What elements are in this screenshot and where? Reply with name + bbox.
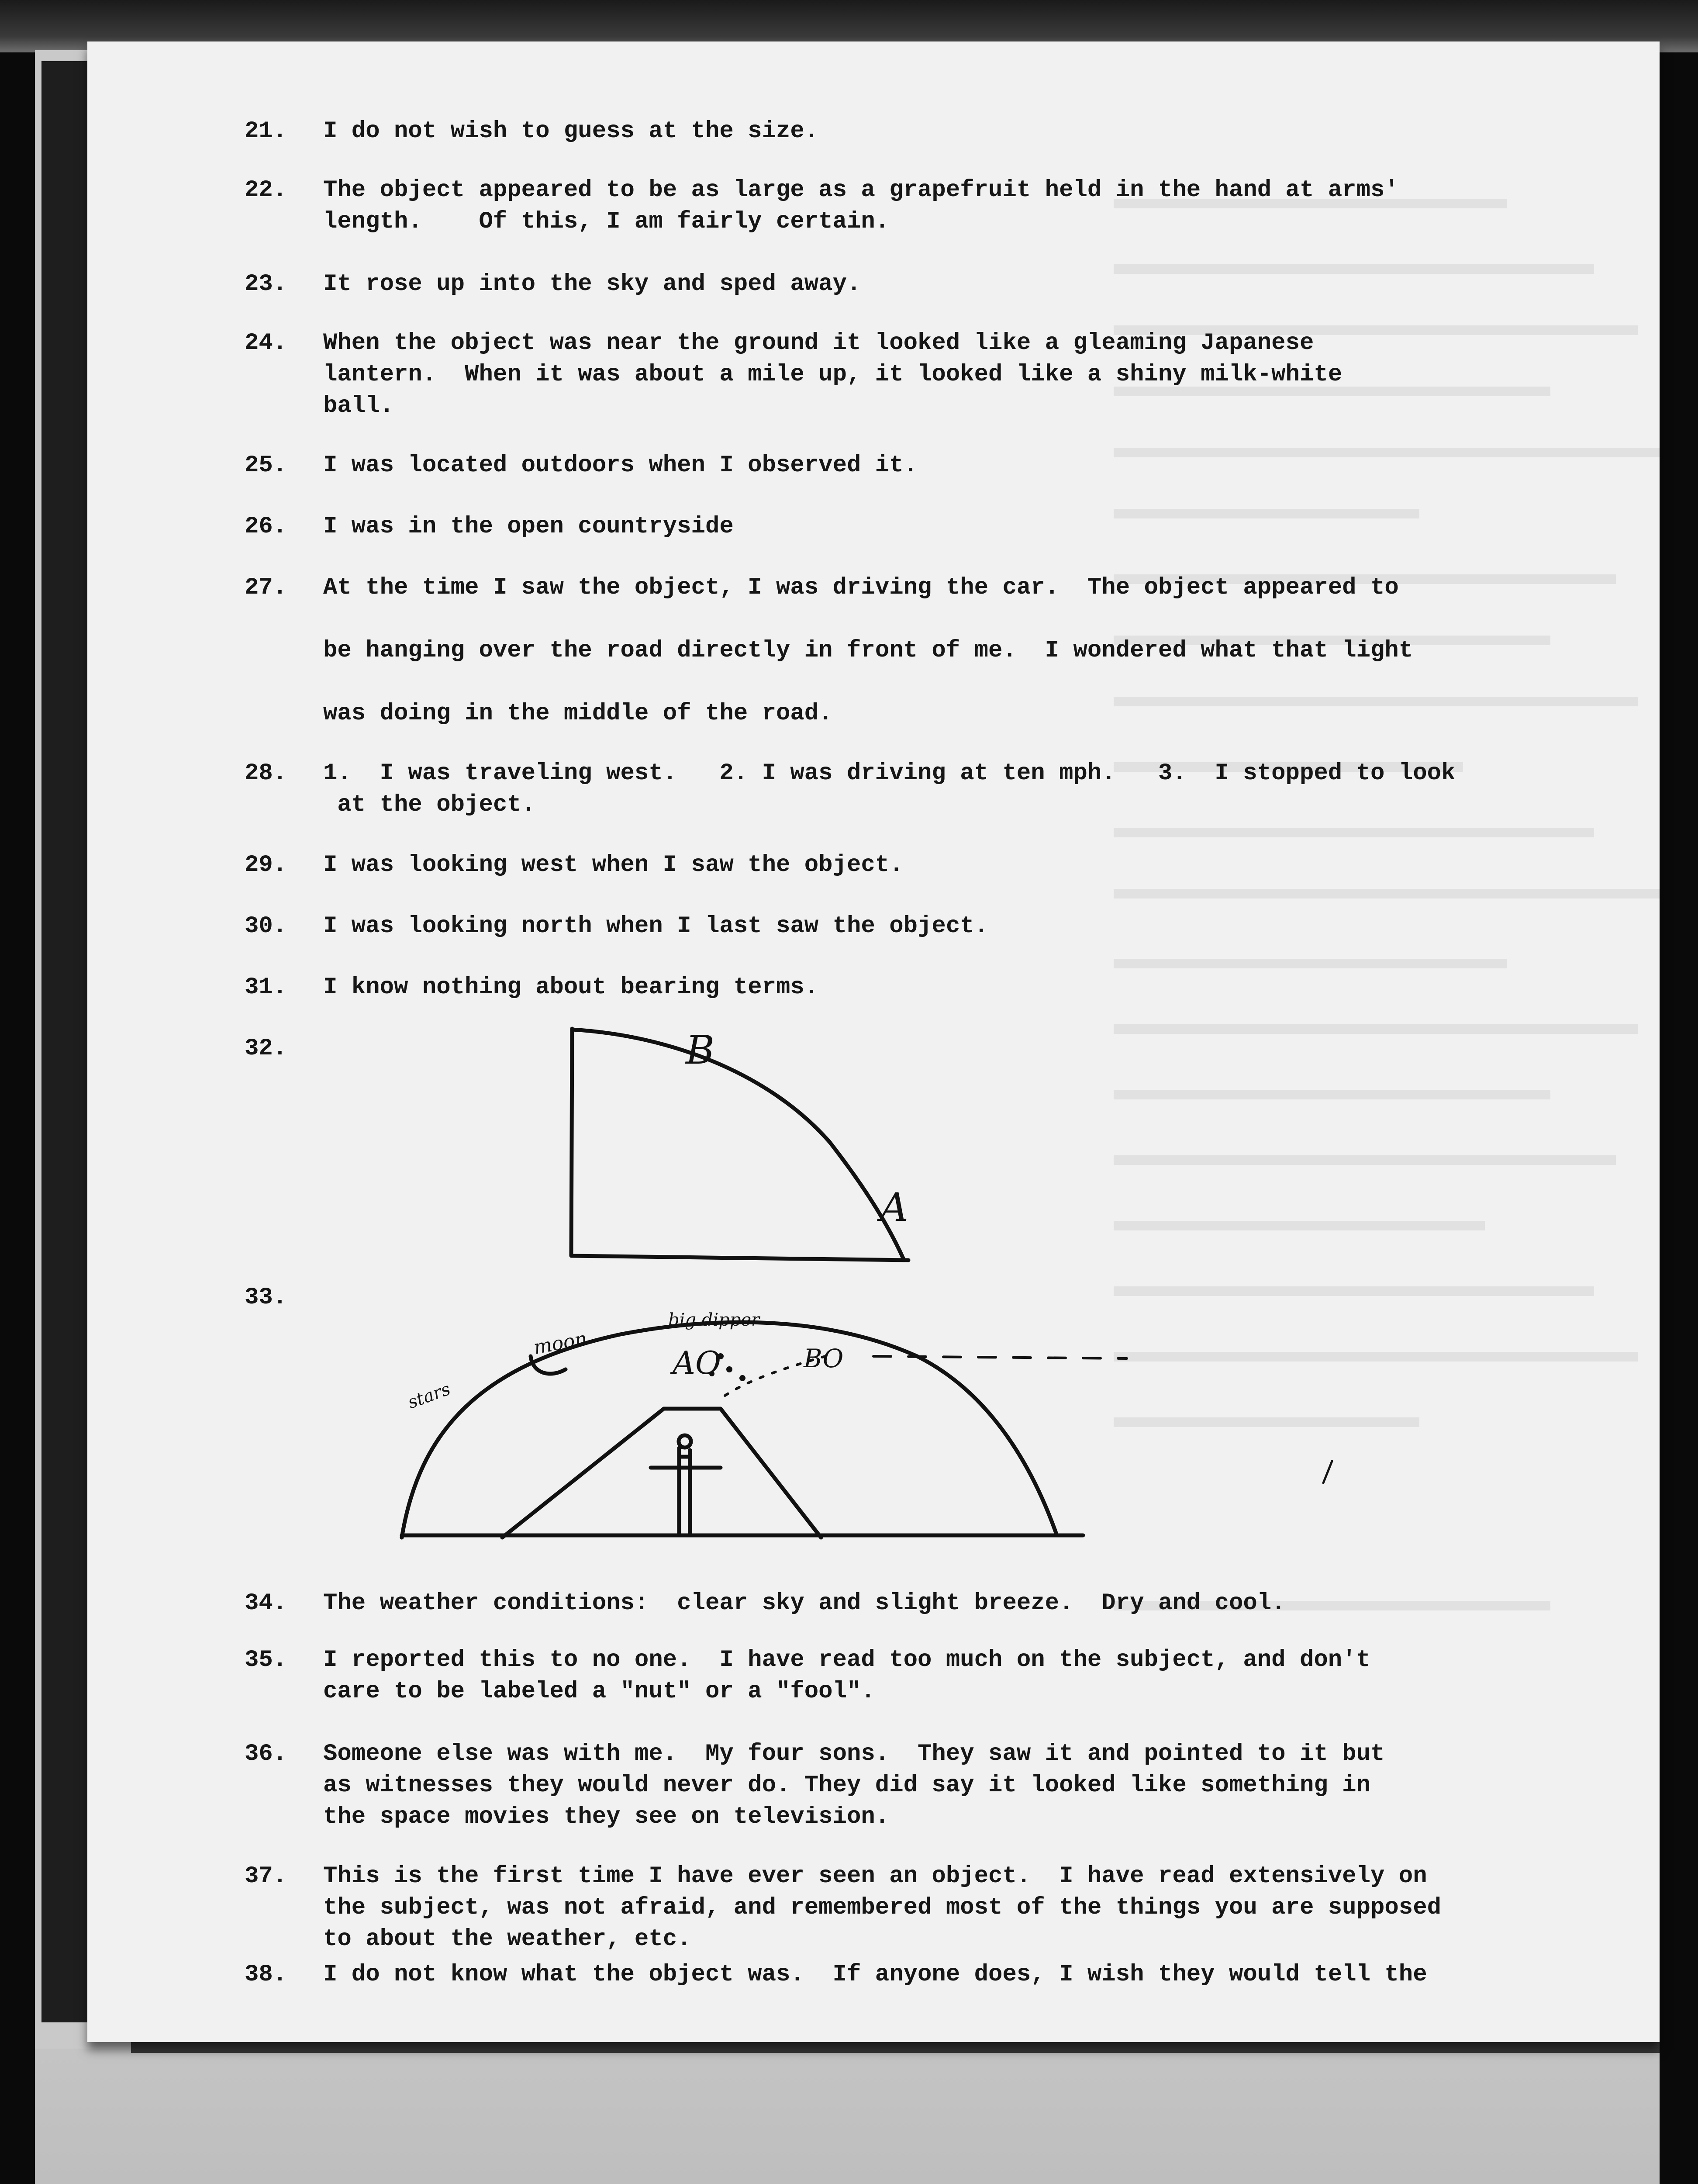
item-text: I know nothing about bearing terms. <box>323 974 819 1001</box>
label-moon: moon <box>532 1327 589 1359</box>
label-object-b: BO <box>804 1344 844 1373</box>
document-page <box>87 41 1660 2042</box>
item-number: 28. <box>245 760 287 787</box>
sketch-32-label-b: B <box>686 1027 715 1073</box>
item-text: I was looking north when I last saw the object. <box>323 913 989 940</box>
item-number: 21. <box>245 118 287 145</box>
list-item <box>245 1959 1664 2085</box>
item-number: 24. <box>245 330 287 356</box>
list-item <box>245 1738 1664 1864</box>
item-number: 38. <box>245 1961 287 1988</box>
label-stars: stars <box>405 1379 453 1413</box>
item-text: The weather conditions: clear sky and slight breeze. Dry and cool. <box>323 1590 1286 1617</box>
item-text: 1. I was traveling west. 2. I was driving at ten mph. 3. I stopped to look at the object. <box>323 760 1456 818</box>
sketch-32-label-a: A <box>880 1185 908 1230</box>
sketch-32-axes <box>571 1029 908 1260</box>
item-text: When the object was near the ground it looked like a gleaming Japanese lantern. When it was about a mile up, it looked like a shiny milk-white ball. <box>323 330 1343 419</box>
road-trapezoid <box>502 1409 821 1538</box>
person-figure <box>651 1448 721 1535</box>
item-number: 33. <box>245 1284 287 1311</box>
sky-dome <box>402 1322 1057 1538</box>
moon-shape <box>531 1356 566 1374</box>
left-shadow-bar <box>41 61 94 2022</box>
sketch-32-arc <box>572 1030 904 1260</box>
item-number: 36. <box>245 1741 287 1767</box>
person-head <box>679 1435 691 1448</box>
item-number: 25. <box>245 452 287 479</box>
label-big-dipper: big dipper <box>668 1310 760 1330</box>
item-text: I do not know what the object was. If anyone does, I wish they would tell the <box>323 1961 1427 1988</box>
item-text: It rose up into the sky and sped away. <box>323 271 861 297</box>
item-number: 30. <box>245 913 287 940</box>
item-text: Someone else was with me. My four sons. They saw it and pointed to it but as witnesses they would never do. They did say it looked like something in the space movies they see on television. <box>323 1741 1385 1830</box>
item-number: 26. <box>245 513 287 540</box>
item-text: I was in the open countryside <box>323 513 734 540</box>
label-object-a: AO <box>673 1344 721 1381</box>
item-text: The object appeared to be as large as a grapefruit held in the hand at arms' length. Of this, I am fairly certain. <box>323 177 1399 235</box>
item-text: I do not wish to guess at the size. <box>323 118 819 145</box>
item-text: I was looking west when I saw the object. <box>323 852 904 878</box>
item-number: 22. <box>245 177 287 204</box>
sketch-32-trajectory <box>571 1029 908 1260</box>
item-number: 34. <box>245 1590 287 1617</box>
item-number: 29. <box>245 852 287 878</box>
item-number: 23. <box>245 271 287 297</box>
item-number: 32. <box>245 1035 287 1062</box>
item-number: 35. <box>245 1647 287 1673</box>
item-number: 31. <box>245 974 287 1001</box>
stray-pen-mark <box>1323 1461 1332 1483</box>
item-number: 37. <box>245 1863 287 1890</box>
object-departure-dash <box>873 1356 1127 1358</box>
item-text: I was located outdoors when I observed it. <box>323 452 918 479</box>
item-text: At the time I saw the object, I was driving the car. The object appeared to be hanging over the road directly in front of me. I wondered what that light was doing in the middle of the road. <box>323 574 1413 727</box>
item-text: This is the first time I have ever seen an object. I have read extensively on the subject, was not afraid, and remembered most of the things you are supposed to about the weather, etc. <box>323 1863 1442 1952</box>
item-text: I reported this to no one. I have read too much on the subject, and don't care to be labeled a "nut" or a "fool". <box>323 1647 1370 1705</box>
item-number: 27. <box>245 574 287 601</box>
